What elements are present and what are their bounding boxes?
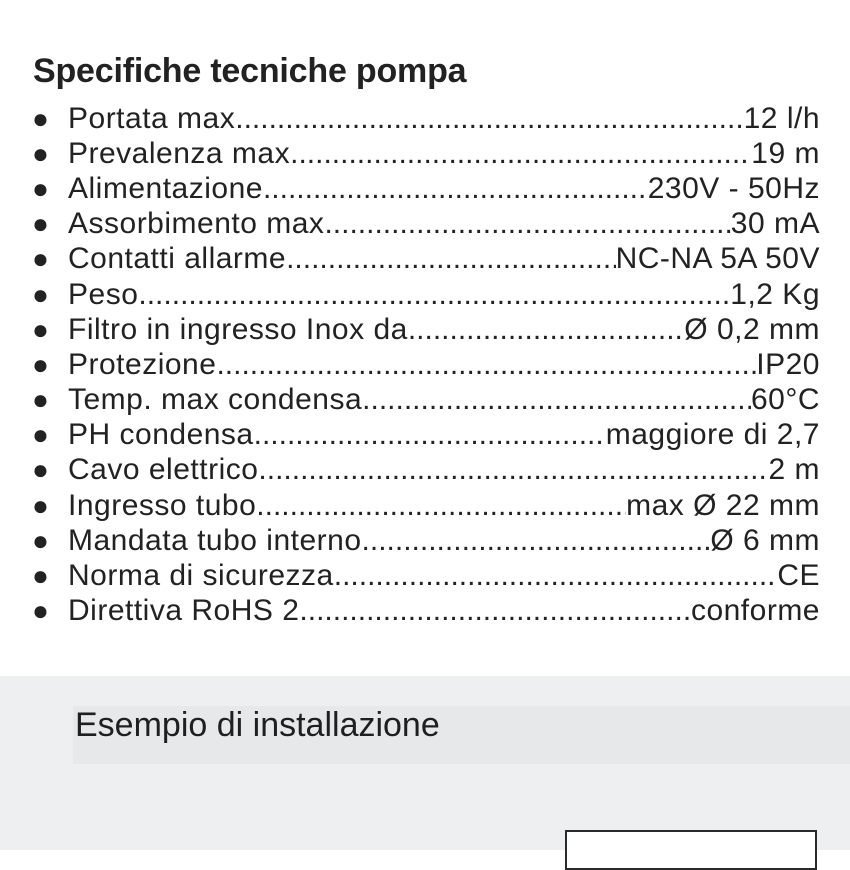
spec-value: 1,2 Kg bbox=[730, 277, 820, 311]
spec-label: Ingresso tubo bbox=[68, 488, 257, 522]
spec-item bbox=[28, 418, 820, 453]
spec-item bbox=[28, 523, 820, 558]
spec-value: 30 mA bbox=[730, 207, 820, 241]
bullet-icon: ● bbox=[32, 172, 49, 204]
bullet-icon: ● bbox=[32, 384, 49, 416]
dot-leader bbox=[216, 348, 756, 382]
spec-label: Portata max bbox=[68, 101, 236, 135]
specs-title: Specifiche tecniche pompa bbox=[33, 52, 467, 90]
dot-leader bbox=[299, 594, 691, 628]
spec-item bbox=[28, 383, 820, 418]
spec-label: Norma di sicurezza bbox=[68, 559, 334, 593]
spec-value: maggiore di 2,7 bbox=[605, 418, 820, 452]
bullet-icon: ● bbox=[32, 560, 49, 592]
spec-value: 2 m bbox=[768, 453, 820, 487]
spec-label: Mandata tubo interno bbox=[68, 523, 362, 557]
dot-leader bbox=[138, 278, 730, 312]
dot-leader bbox=[408, 313, 684, 347]
dot-leader bbox=[334, 559, 778, 593]
bullet-icon: ● bbox=[32, 102, 49, 134]
spec-item bbox=[28, 171, 820, 206]
spec-item bbox=[28, 453, 820, 488]
bullet-icon: ● bbox=[32, 278, 49, 310]
bullet-icon: ● bbox=[32, 595, 49, 627]
spec-list bbox=[28, 101, 820, 629]
spec-item bbox=[28, 101, 820, 136]
spec-value: 19 m bbox=[751, 136, 820, 170]
dot-leader bbox=[324, 207, 730, 241]
bullet-icon: ● bbox=[32, 348, 49, 380]
spec-value: 12 l/h bbox=[743, 101, 820, 135]
spec-label: PH condensa bbox=[68, 418, 254, 452]
spec-item bbox=[28, 277, 820, 312]
spec-item bbox=[28, 312, 820, 347]
spec-item bbox=[28, 242, 820, 277]
dot-leader bbox=[235, 102, 743, 136]
spec-label: Contatti allarme bbox=[68, 242, 287, 276]
dot-leader bbox=[254, 418, 606, 452]
spec-label: Cavo elettrico bbox=[68, 453, 259, 487]
bullet-icon: ● bbox=[32, 419, 49, 451]
bullet-icon: ● bbox=[32, 454, 49, 486]
bullet-icon: ● bbox=[32, 137, 49, 169]
installation-diagram-box bbox=[565, 830, 817, 870]
spec-item bbox=[28, 207, 820, 242]
bullet-icon: ● bbox=[32, 243, 49, 275]
spec-item bbox=[28, 558, 820, 593]
bullet-icon: ● bbox=[32, 524, 49, 556]
spec-value: 230V - 50Hz bbox=[647, 171, 820, 205]
dot-leader bbox=[362, 383, 751, 417]
install-title: Esempio di installazione bbox=[75, 706, 440, 744]
spec-value: IP20 bbox=[756, 347, 820, 381]
spec-value: conforme bbox=[690, 594, 820, 628]
spec-label: Filtro in ingresso Inox da bbox=[68, 312, 408, 346]
dot-leader bbox=[362, 524, 711, 558]
spec-value: Ø 6 mm bbox=[710, 523, 820, 557]
spec-label: Direttiva RoHS 2 bbox=[68, 594, 300, 628]
spec-label: Prevalenza max bbox=[68, 136, 291, 170]
spec-label: Protezione bbox=[68, 347, 217, 381]
bullet-icon: ● bbox=[32, 313, 49, 345]
bullet-icon: ● bbox=[32, 208, 49, 240]
install-section bbox=[0, 676, 850, 850]
dot-leader bbox=[256, 489, 626, 523]
spec-label: Temp. max condensa bbox=[68, 383, 363, 417]
spec-value: NC-NA 5A 50V bbox=[615, 242, 820, 276]
spec-value: max Ø 22 mm bbox=[626, 488, 820, 522]
spec-label: Peso bbox=[68, 277, 139, 311]
spec-item bbox=[28, 594, 820, 629]
bullet-icon: ● bbox=[32, 489, 49, 521]
dot-leader bbox=[263, 172, 648, 206]
dot-leader bbox=[286, 242, 615, 276]
spec-item bbox=[28, 488, 820, 523]
dot-leader bbox=[290, 137, 751, 171]
spec-label: Assorbimento max bbox=[68, 207, 325, 241]
dot-leader bbox=[258, 453, 768, 487]
spec-item bbox=[28, 136, 820, 171]
spec-item bbox=[28, 347, 820, 382]
spec-value: CE bbox=[777, 559, 820, 593]
spec-value: 60°C bbox=[750, 383, 820, 417]
spec-label: Alimentazione bbox=[68, 171, 263, 205]
spec-value: Ø 0,2 mm bbox=[684, 312, 820, 346]
